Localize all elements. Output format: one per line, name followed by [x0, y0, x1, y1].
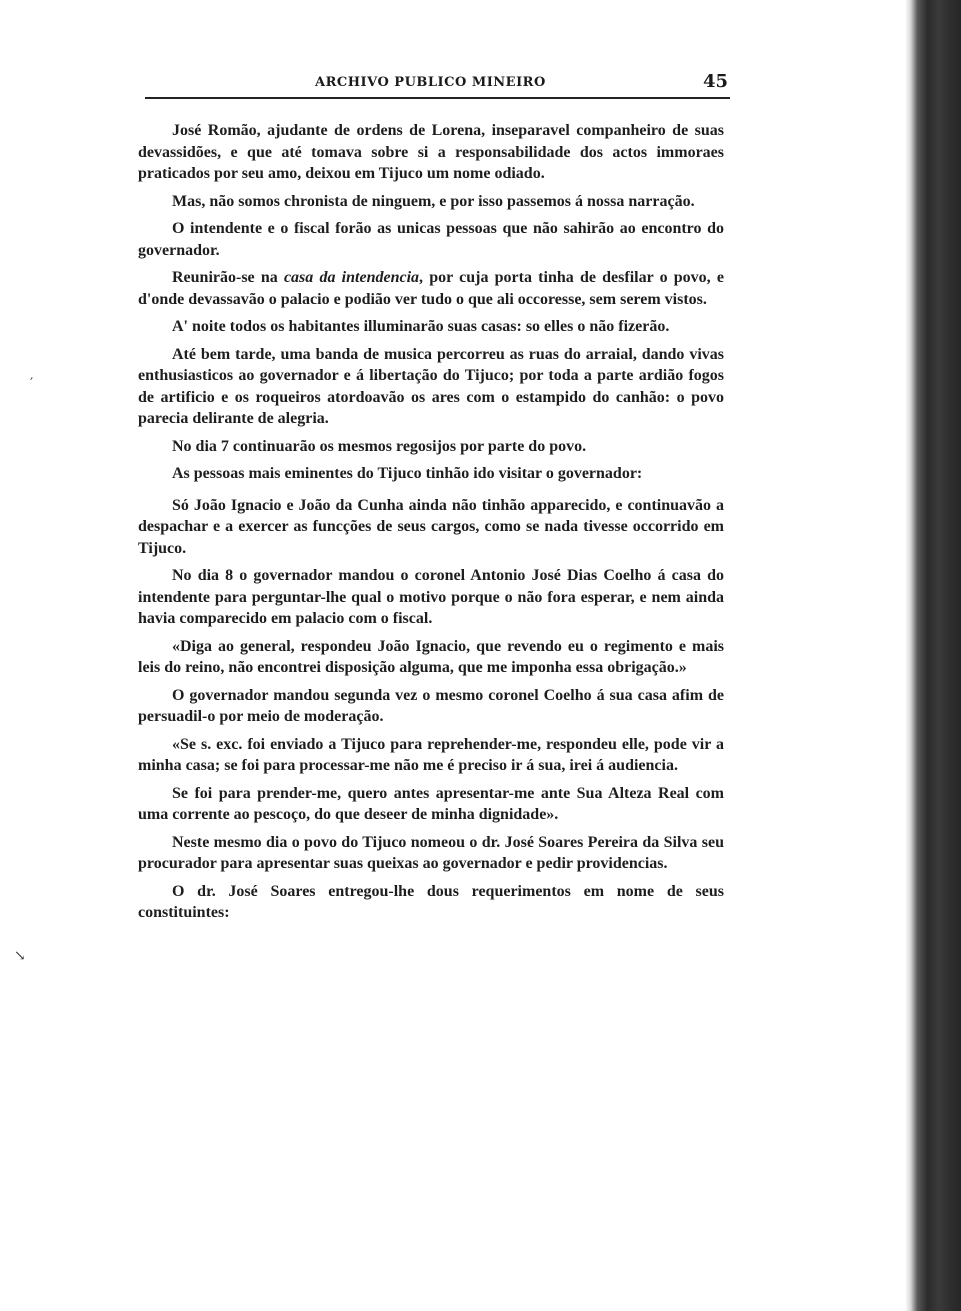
paragraph: Até bem tarde, uma banda de musica percorreu as ruas do arraial, dando vivas enthusiasticos ao governador e á libertação do Tijuco; por toda a parte ardião fogos de artificio e os roqueiros atordoavão os ares com o estampido do canhão: o povo parecia delirante de alegria. — [138, 345, 724, 427]
paragraph: Só João Ignacio e João da Cunha ainda não tinhão apparecido, e continuavão a despachar e a exercer as funcções de seus cargos, como se nada tivesse occorrido em Tijuco. — [138, 496, 724, 557]
page-edge-shadow — [905, 0, 961, 1311]
page-number: 45 — [702, 71, 728, 92]
paragraph: A' noite todos os habitantes illuminarão suas casas: so elles o não fizerão. — [172, 318, 670, 335]
italic-phrase: casa da intendencia — [283, 269, 420, 286]
paragraph: Neste mesmo dia o povo do Tijuco nomeou o dr. José Soares Pereira da Silva seu procurador para apresentar suas queixas ao governador e pedir providencias. — [138, 833, 724, 872]
paragraph: José Romão, ajudante de ordens de Lorena, inseparavel companheiro de suas devassidões, e que até tomava sobre si a responsabilidade dos actos immoraes praticados por seu amo, deixou em Tijuco um nome odiado. — [138, 122, 724, 182]
paragraph: As pessoas mais eminentes do Tijuco tinhão ido visitar o governador: — [172, 465, 643, 482]
paragraph: O governador mandou segunda vez o mesmo coronel Coelho á sua casa afim de persuadil-o por meio de moderação. — [138, 686, 724, 725]
paragraph: O dr. José Soares entregou-lhe dous requerimentos em nome de seus constituintes: — [138, 882, 724, 921]
paragraph: O intendente e o fiscal forão as unicas pessoas que não sahirão ao encontro do governador. — [138, 220, 724, 259]
running-title: ARCHIVO PUBLICO MINEIRO — [315, 75, 546, 90]
body-text — [138, 120, 724, 930]
paragraph: No dia 8 o governador mandou o coronel Antonio José Dias Coelho á casa do intendente para perguntar-lhe qual o motivo porque o não fora esperar, e nem ainda havia comparecido em palacio com o fiscal. — [138, 567, 724, 627]
paragraph-text: Reunirão-se na — [172, 269, 284, 286]
header-rule — [145, 97, 730, 99]
margin-mark: ↘ — [14, 948, 26, 964]
paragraph: Se foi para prender-me, quero antes apresentar-me ante Sua Alteza Real com uma corrente ao pescoço, do que deseer de minha dignidade». — [138, 784, 724, 823]
paragraph: No dia 7 continuarão os mesmos regosijos por parte do povo. — [172, 437, 587, 455]
paragraph — [138, 267, 724, 310]
paragraph-text: , por cuja porta tinha de desfilar o povo, e d'onde devassavão o palacio e podião ver tudo o que ali occoresse, sem serem vistos. — [138, 269, 724, 308]
page-header — [140, 73, 736, 97]
margin-mark: ′ — [30, 376, 34, 392]
paragraph: «Diga ao general, respondeu João Ignacio, que revendo eu o regimento e mais leis do reino, não encontrei disposição alguma, que me imponha essa obrigação.» — [138, 637, 724, 676]
paragraph: Mas, não somos chronista de ninguem, e por isso passemos á nossa narração. — [172, 192, 695, 210]
paragraph: «Se s. exc. foi enviado a Tijuco para reprehender-me, respondeu elle, pode vir a minha casa; se foi para processar-me não me é preciso ir á sua, irei á audiencia. — [138, 735, 724, 774]
